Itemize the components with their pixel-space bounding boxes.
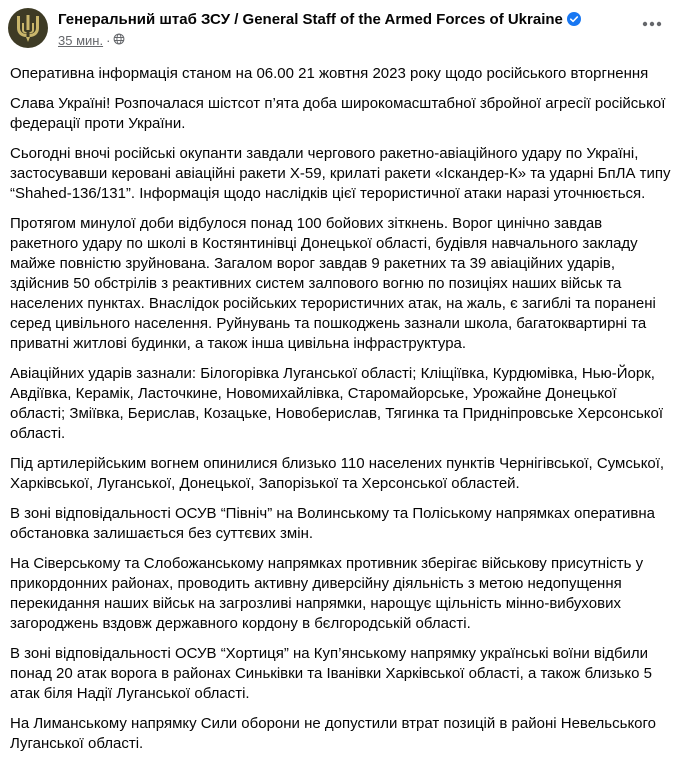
- post-body: [10, 64, 672, 764]
- meta-separator: ·: [106, 33, 111, 48]
- post-paragraph: Протягом минулої доби відбулося понад 100 бойових зіткнень. Ворог цинічно завдав ракетного удару по школі в Костянтинівці Донецької області, будівля навчального закладу майже повністю зруйнована. Загалом ворог завдав 9 ракетних та 39 авіаційних ударів, здійснив 50 обстрілів з реактивних систем залпового вогню по позиціях наших військ та населених пунктах. Внаслідок російських терористичних атак, на жаль, є загиблі та поранені серед цивільного населення. Руйнувань та пошкоджень зазнали школа, багатоквартирні та приватні житлові будинки, а також інша цивільна інфраструктура.: [10, 215, 656, 352]
- post-paragraph: В зоні відповідальності ОСУВ “Хортиця” на Куп’янському напрямку українські воїни відбили понад 20 атак ворога в районах Синьківки та Іванівки Харківської області, а також близько 5 атак біля Надії Луганської області.: [10, 645, 652, 702]
- avatar[interactable]: [8, 8, 48, 48]
- post-paragraph: Слава Україні! Розпочалася шістсот п’ята доба широкомасштабної збройної агресії російської федерації проти України.: [10, 95, 666, 132]
- trident-emblem-icon: [15, 13, 41, 43]
- post-header: [0, 0, 678, 60]
- post-timestamp[interactable]: 35 мин.: [58, 33, 104, 48]
- globe-icon[interactable]: [113, 33, 125, 48]
- post-paragraph: Авіаційних ударів зазнали: Білогорівка Луганської області; Кліщіївка, Курдюмівка, Нью-Йорк, Авдіївка, Керамік, Ласточкине, Новомихайлівка, Старомайорське, Урожайне Донецької області; Зміївка, Берислав, Козацьке, Новоберислав, Тягинка та Придніпровське Херсонської області.: [10, 365, 664, 442]
- more-options-icon: [642, 21, 662, 27]
- more-options-button[interactable]: [634, 6, 670, 42]
- post-paragraph: Оперативна інформація станом на 06.00 21 жовтня 2023 року щодо російського вторгнення: [10, 65, 649, 82]
- page-name-link[interactable]: [58, 11, 581, 30]
- post-paragraph: В зоні відповідальності ОСУВ “Північ” на Волинському та Поліському напрямках оперативна обстановка залишається без суттєвих змін.: [10, 505, 656, 542]
- post-paragraph: Під артилерійським вогнем опинилися близько 110 населених пунктів Чернігівської, Сумської, Харківської, Луганської, Донецької, Запорізької та Херсонської областей.: [10, 455, 665, 492]
- post-paragraph: Сьогодні вночі російські окупанти завдали чергового ракетно-авіаційного удару по Україні, застосувавши керовані авіаційні ракети Х-59, крилаті ракети «Іскандер-К» та ударні БпЛА типу “Shahed-136/131”. Інформація щодо наслідків цієї терористичної атаки наразі уточнюється.: [10, 145, 671, 202]
- post-paragraph: На Лиманському напрямку Сили оборони не допустили втрат позицій в районі Невельського Луганської області.: [10, 715, 656, 752]
- post-paragraph: На Сіверському та Слобожанському напрямках противник зберігає військову присутність у прикордонних районах, проводить активну диверсійну діяльність з метою недопущення перекидання наших військ на загрозливі напрямки, нарощує щільність мінно-вибухових загороджень вздовж державного кордону в бєлгородській області.: [10, 555, 644, 632]
- page-name[interactable]: Генеральний штаб ЗСУ / General Staff of the Armed Forces of Ukraine: [58, 11, 563, 28]
- verified-badge-icon: [567, 12, 581, 30]
- post-meta: [58, 33, 125, 48]
